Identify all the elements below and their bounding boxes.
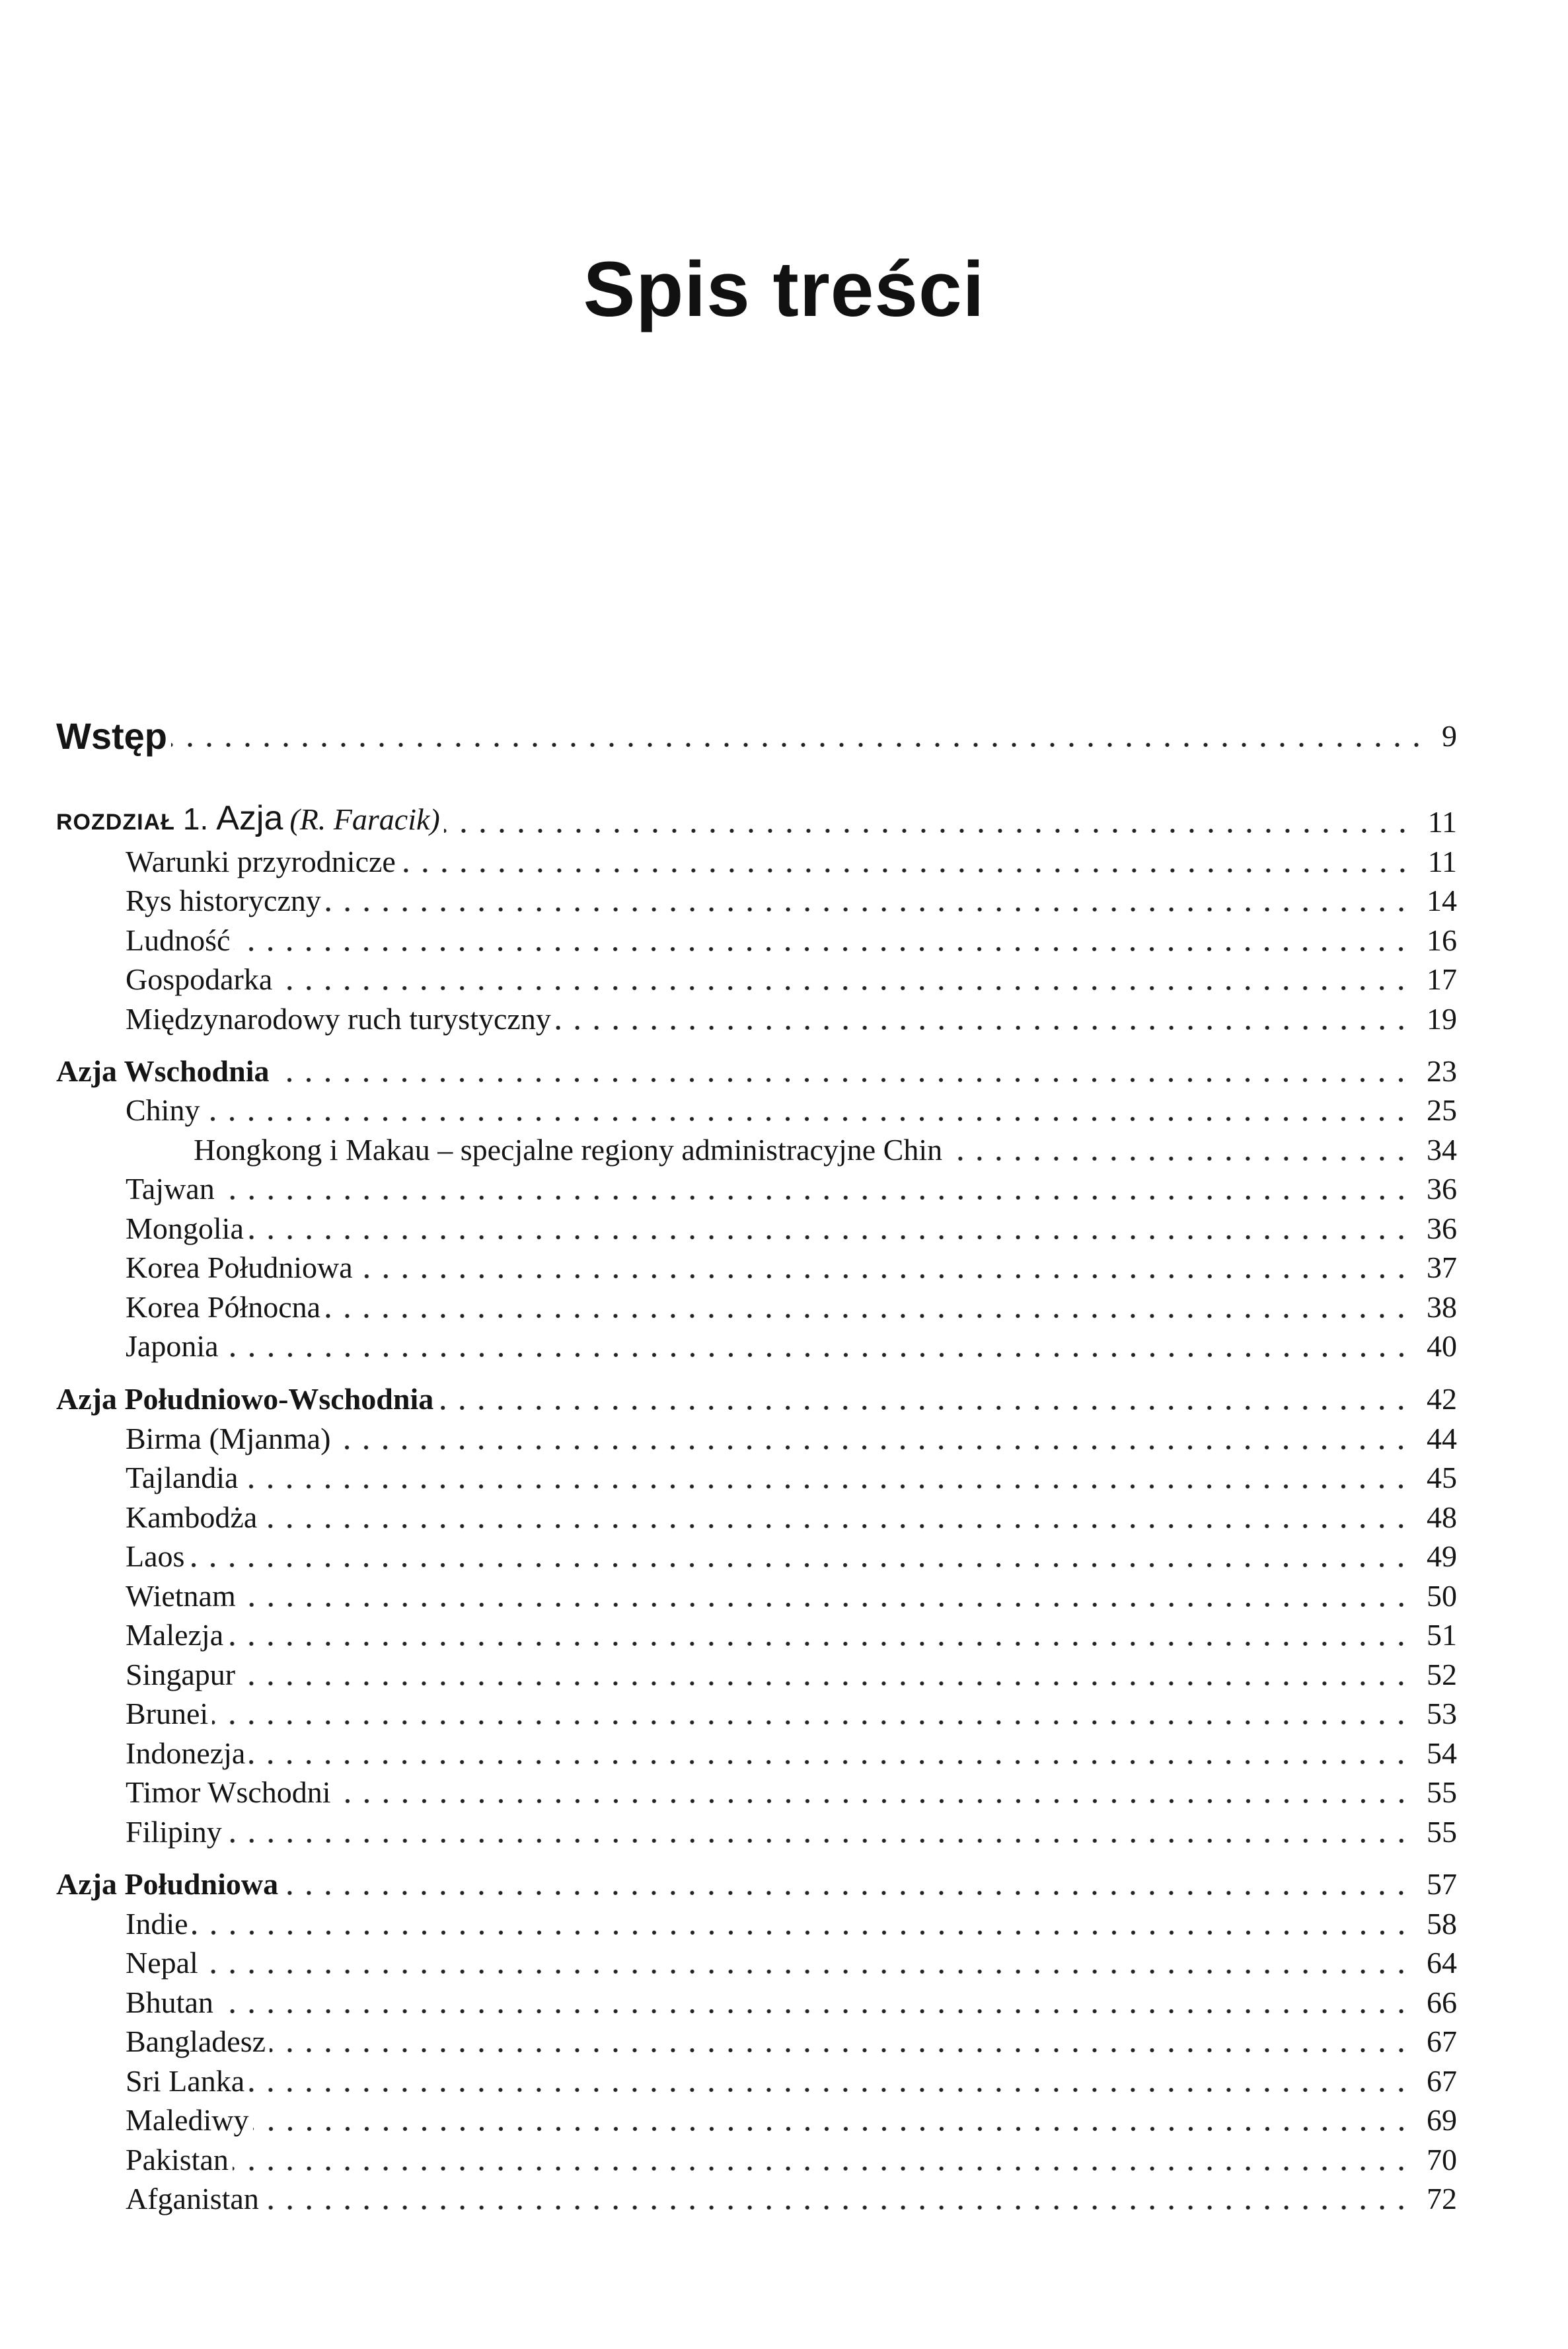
chapter-author: (R. Faracik) [289,802,440,836]
toc-section-heading[interactable] [56,1863,1457,1903]
toc-entry-page: 52 [1427,1658,1457,1691]
toc-entry-label: Wietnam [126,1579,236,1613]
dot-leader [282,1890,1411,1896]
toc-entry-label: Warunki przyrodnicze [126,845,396,878]
toc-entry-page: 48 [1427,1500,1457,1534]
toc-entry-page: 16 [1427,923,1457,957]
toc-entry[interactable] [56,1982,1457,2021]
dot-leader [273,1077,1411,1083]
toc-entry[interactable] [56,958,1457,998]
dot-leader [217,2009,1411,2014]
toc-entry-label: Birma (Mjanma) [126,1422,331,1455]
toc-entry-label: Azja Wschodnia [56,1054,270,1088]
dot-leader [204,1116,1411,1122]
toc-entry-page: 58 [1427,1907,1457,1941]
toc-entry-page: 23 [1427,1054,1457,1088]
toc-entry[interactable] [56,1325,1457,1365]
toc-entry-label: Brunei [126,1697,209,1730]
toc-entry-page: 55 [1427,1775,1457,1809]
toc-entry[interactable] [56,1168,1457,1208]
toc-section-heading[interactable] [56,1050,1457,1090]
toc-entry-label: Gospodarka [126,962,273,996]
toc-entry[interactable] [56,1693,1457,1732]
toc-entry[interactable] [56,1942,1457,1982]
dot-leader [227,1641,1411,1646]
toc-entry-page: 34 [1427,1133,1457,1167]
toc-entry[interactable] [56,1575,1457,1615]
toc-entry-page: 17 [1427,962,1457,996]
dot-leader [324,1313,1411,1319]
dot-leader [226,1838,1411,1843]
toc-entry-page: 51 [1427,1618,1457,1652]
toc-entry-page: 53 [1427,1697,1457,1730]
dot-leader [555,1025,1411,1030]
toc-entry-label: Rys historyczny [126,884,321,917]
toc-entry-page: 36 [1427,1172,1457,1206]
dot-leader [325,907,1411,912]
dot-leader [202,1969,1411,1974]
chapter-number: 1. [182,802,209,836]
toc-entry-label: Laos [126,1539,185,1573]
toc-entry-label: Tajwan [126,1172,215,1206]
toc-entry-chapter[interactable] [56,801,1457,841]
toc-entry[interactable] [56,1903,1457,1943]
toc-entry-label: Indie [126,1907,188,1941]
toc-entry-label: Malezja [126,1618,224,1652]
toc-entry-intro[interactable] [56,715,1457,755]
toc-entry[interactable] [56,2060,1457,2100]
toc-entry-page: 19 [1427,1002,1457,1036]
chapter-title: Azja [216,799,283,837]
dot-leader [212,1720,1411,1725]
toc-entry-label: Korea Południowa [126,1251,353,1284]
toc-entry[interactable] [56,1496,1457,1536]
dot-leader [188,1562,1411,1568]
toc-entry-label: Sri Lanka [126,2064,245,2098]
page-title: Spis treści [583,246,985,334]
dot-leader [335,1798,1411,1804]
toc-entry[interactable] [56,1614,1457,1654]
toc-entry[interactable] [56,2178,1457,2217]
toc-entry-page: 36 [1427,1212,1457,1245]
toc-entry[interactable] [56,1811,1457,1851]
dot-leader [223,1352,1411,1358]
toc-entry-page: 67 [1427,2064,1457,2098]
toc-entry-page: 11 [1427,805,1457,839]
toc-entry-page: 38 [1427,1290,1457,1324]
toc-entry-page: 42 [1427,1382,1457,1416]
toc-entry-page: 55 [1427,1815,1457,1849]
dot-leader [334,1445,1411,1450]
toc-entry[interactable] [56,1286,1457,1326]
toc-entry-label: Azja Południowa [56,1867,279,1901]
dot-leader [261,1523,1411,1529]
toc-entry-label: Japonia [126,1329,219,1363]
toc-entry-page: 40 [1427,1329,1457,1363]
toc-entry[interactable] [56,1732,1457,1772]
toc-entry-page: 57 [1427,1867,1457,1901]
toc-section-heading[interactable] [56,1378,1457,1418]
toc-entry-label: Tajlandia [126,1461,239,1494]
toc-entry-label: Afganistan [126,2182,259,2215]
toc-entry[interactable] [56,1129,1457,1169]
dot-leader [248,1235,1411,1240]
toc-entry-label: Singapur [126,1658,236,1691]
dot-leader [437,1405,1411,1410]
dot-leader [400,868,1412,873]
toc-entry-page: 11 [1427,845,1457,878]
toc-entry-page: 54 [1427,1736,1457,1770]
toc-entry-label: Filipiny [126,1815,222,1849]
dot-leader [192,1930,1411,1935]
toc-entry-page: 45 [1427,1461,1457,1494]
toc-entry[interactable] [56,1247,1457,1286]
toc-entry-page: 72 [1427,2182,1457,2215]
toc-entry-label: Wstęp [56,715,167,757]
toc-entry[interactable] [56,1418,1457,1457]
dot-leader [444,828,1412,833]
toc-entry-label: Bangladesz [126,2024,266,2058]
toc-entry-page: 14 [1427,884,1457,917]
dot-leader [233,2166,1411,2171]
chapter-tag: ROZDZIAŁ [56,810,175,835]
toc-entry[interactable] [56,1089,1457,1129]
dot-leader [253,2126,1411,2132]
toc-entry[interactable] [56,1457,1457,1496]
chapter-heading [56,800,440,841]
dot-leader [171,742,1426,748]
toc-entry-label: Azja Południowo-Wschodnia [56,1382,434,1416]
dot-leader [234,946,1411,952]
dot-leader [249,1759,1411,1765]
toc-entry-label: Timor Wschodni [126,1775,331,1809]
toc-entry-page: 49 [1427,1539,1457,1573]
dot-leader [248,2087,1411,2093]
dot-leader [242,1484,1411,1489]
dot-leader [239,1681,1411,1686]
dot-leader [276,985,1411,991]
toc-entry[interactable] [56,2139,1457,2178]
toc-entry-page: 25 [1427,1093,1457,1127]
toc-entry[interactable] [56,880,1457,919]
dot-leader [357,1274,1411,1279]
toc-entry-page: 50 [1427,1579,1457,1613]
toc-entry-label: Ludność [126,923,231,957]
toc-entry-label: Mongolia [126,1212,244,1245]
toc-entry-page: 44 [1427,1422,1457,1455]
toc-entry-page: 9 [1442,719,1457,753]
toc-entry-page: 67 [1427,2024,1457,2058]
toc-entry-page: 66 [1427,1985,1457,2019]
toc-entry[interactable] [56,919,1457,959]
dot-leader [219,1195,1411,1200]
dot-leader [946,1156,1411,1161]
toc-entry[interactable] [56,998,1457,1038]
toc-entry-label: Pakistan [126,2143,229,2176]
toc-entry[interactable] [56,1771,1457,1811]
toc-entry[interactable] [56,2099,1457,2139]
toc-entry-label: Nepal [126,1946,198,1980]
toc-entry-page: 69 [1427,2103,1457,2137]
dot-leader [263,2205,1411,2210]
toc-entry-page: 64 [1427,1946,1457,1980]
toc-entry[interactable] [56,1208,1457,1247]
toc-entry-page: 70 [1427,2143,1457,2176]
toc-entry-label: Bhutan [126,1985,213,2019]
toc-entry-label: Malediwy [126,2103,249,2137]
toc-entry[interactable] [56,1654,1457,1693]
toc-entry[interactable] [56,2021,1457,2060]
toc-entry[interactable] [56,1535,1457,1575]
toc-entry-page: 37 [1427,1251,1457,1284]
toc-entry[interactable] [56,841,1457,880]
toc-entry-label: Kambodża [126,1500,258,1534]
toc-entry-label: Hongkong i Makau – specjalne regiony administracyjne Chin [194,1133,943,1167]
toc-entry-label: Indonezja [126,1736,246,1770]
toc-entry-label: Międzynarodowy ruch turystyczny [126,1002,551,1036]
dot-leader [270,2048,1411,2053]
dot-leader [240,1602,1411,1607]
toc-entry-label: Chiny [126,1093,200,1127]
toc-entry-label: Korea Północna [126,1290,321,1324]
